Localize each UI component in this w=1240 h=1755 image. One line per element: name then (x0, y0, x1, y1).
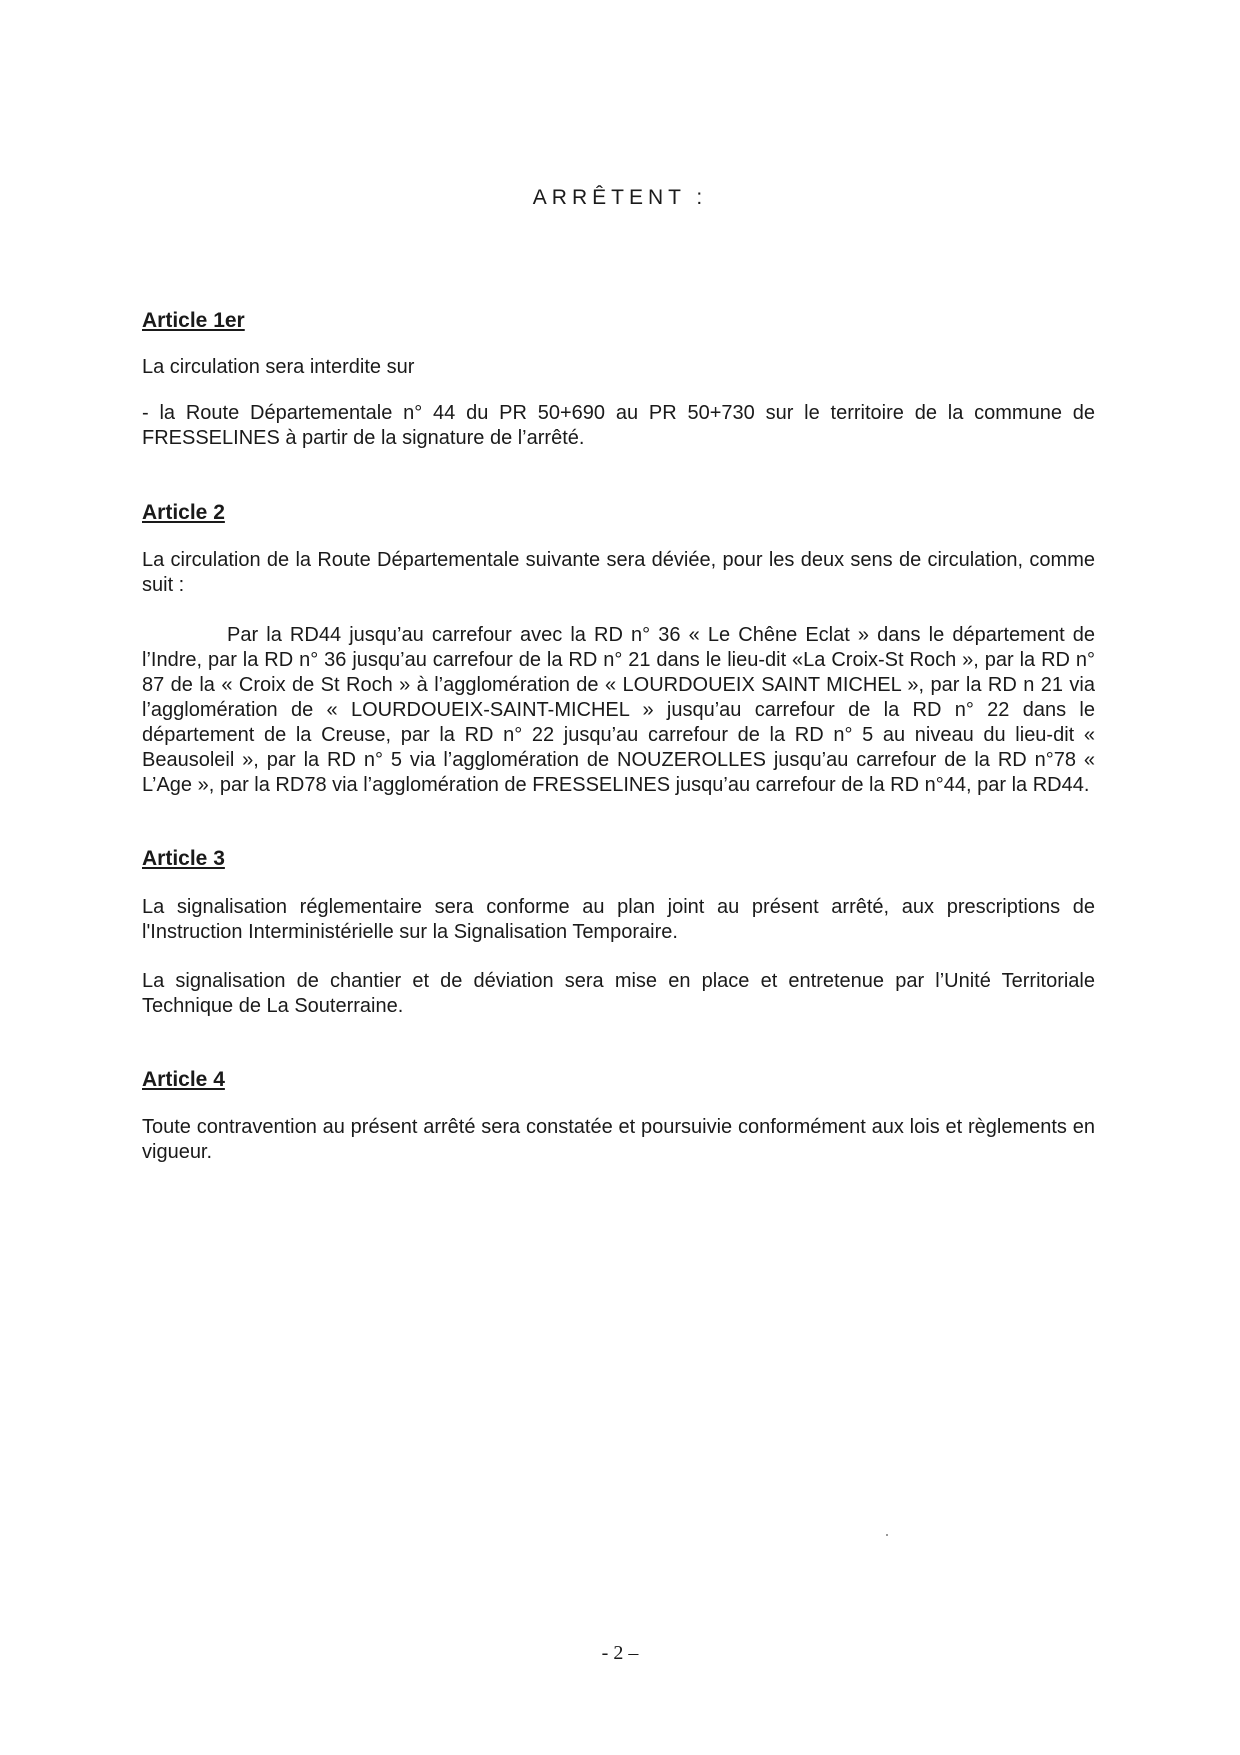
page-number: - 2 – (601, 1642, 639, 1664)
article-1-paragraph-1 (142, 355, 1095, 380)
article-3-paragraph-2 (142, 969, 1095, 1019)
article-1-paragraph-2 (142, 401, 1095, 451)
paragraph: Par la RD44 jusqu’au carrefour avec la RD n° 36 « Le Chêne Eclat » dans le département de l’Indre, par la RD n° 36 jusqu’au carrefour de la RD n° 21 dans le lieu-dit «La Croix-St Roch », par la RD n° 87 de la « Croix de St Roch » à l’agglomération de « LOURDOUEIX SAINT MICHEL », par la RD n 21 via l’agglomération de « LOURDOUEIX-SAINT-MICHEL » jusqu’au carrefour de la RD n° 22 dans le département de la Creuse, par la RD n° 22 jusqu’au carrefour de la RD n° 5 au niveau du lieu-dit « Beausoleil », par la RD n° 5 via l’agglomération de NOUZEROLLES jusqu’au carrefour de la RD n°78 « L’Age », par la RD78 via l’agglomération de FRESSELINES jusqu’au carrefour de la RD n°44, par la RD44. (142, 624, 1095, 796)
article-3-paragraph-1 (142, 895, 1095, 945)
scan-speck (886, 1534, 888, 1536)
paragraph: La signalisation de chantier et de déviation sera mise en place et entretenue par l’Unité Territoriale Technique de La Souterraine. (142, 970, 1095, 1017)
article-title: Article 1er (142, 309, 245, 332)
article-4-paragraph-1 (142, 1115, 1095, 1165)
article-title: Article 4 (142, 1068, 225, 1091)
article-4 (142, 1067, 1095, 1093)
page-heading: ARRÊTENT : (532, 186, 708, 209)
paragraph: La circulation sera interdite sur (142, 356, 415, 378)
article-3 (142, 846, 1095, 872)
paragraph: Toute contravention au présent arrêté sera constatée et poursuivie conformément aux lois et règlements en vigueur. (142, 1116, 1095, 1163)
article-2-paragraph-2 (142, 623, 1095, 798)
paragraph: La circulation de la Route Départementale suivante sera déviée, pour les deux sens de circulation, comme suit : (142, 549, 1095, 596)
article-2 (142, 500, 1095, 526)
paragraph: La signalisation réglementaire sera conforme au plan joint au présent arrêté, aux prescriptions de l'Instruction Interministérielle sur la Signalisation Temporaire. (142, 896, 1095, 943)
article-title: Article 2 (142, 501, 225, 524)
article-1 (142, 308, 1095, 334)
article-title: Article 3 (142, 847, 225, 870)
paragraph: - la Route Départementale n° 44 du PR 50+690 au PR 50+730 sur le territoire de la commune de FRESSELINES à partir de la signature de l’arrêté. (142, 402, 1095, 449)
article-2-paragraph-1 (142, 548, 1095, 598)
